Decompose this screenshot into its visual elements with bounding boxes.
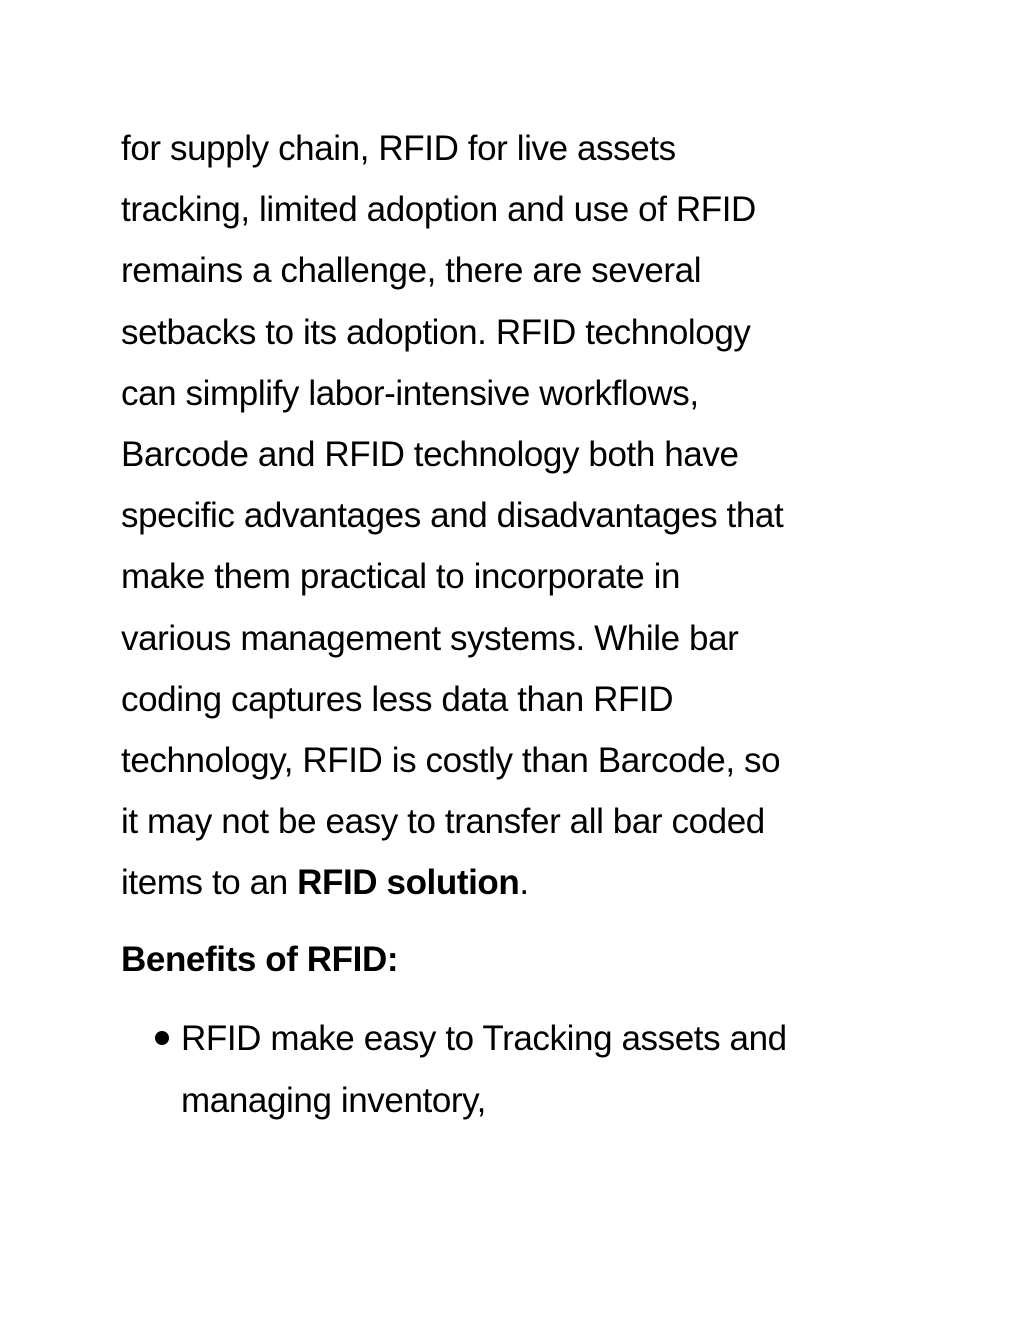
paragraph-line: for supply chain, RFID for live assets	[121, 129, 676, 168]
rfid-solution-emphasis: RFID solution	[297, 863, 520, 903]
bullet-icon	[155, 1031, 169, 1045]
benefits-list	[155, 1008, 915, 1131]
paragraph-line: tracking, limited adoption and use of RFID	[121, 190, 756, 230]
last-line-suffix: .	[519, 863, 529, 903]
paragraph-line: make them practical to incorporate in	[121, 557, 681, 597]
paragraph-line: can simplify labor-intensive workflows,	[121, 373, 699, 413]
section-heading: Benefits of RFID:	[121, 940, 399, 979]
list-item	[155, 1008, 915, 1131]
paragraph-line: technology, RFID is costly than Barcode, so	[121, 741, 781, 781]
list-item-line: RFID make easy to Tracking assets and	[181, 1019, 787, 1058]
body-paragraph	[121, 118, 911, 914]
paragraph-line: setbacks to its adoption. RFID technology	[121, 312, 751, 352]
paragraph-line: coding captures less data than RFID	[121, 679, 674, 719]
paragraph-line: specific advantages and disadvantages that	[121, 496, 784, 536]
last-line-prefix: items to an	[121, 863, 298, 903]
paragraph-line: remains a challenge, there are several	[121, 251, 702, 291]
paragraph-last-line	[121, 852, 911, 913]
list-item-line: managing inventory,	[181, 1080, 486, 1120]
paragraph-line: Barcode and RFID technology both have	[121, 435, 739, 475]
paragraph-line: it may not be easy to transfer all bar coded	[121, 802, 765, 842]
paragraph-line: various management systems. While bar	[121, 618, 739, 658]
